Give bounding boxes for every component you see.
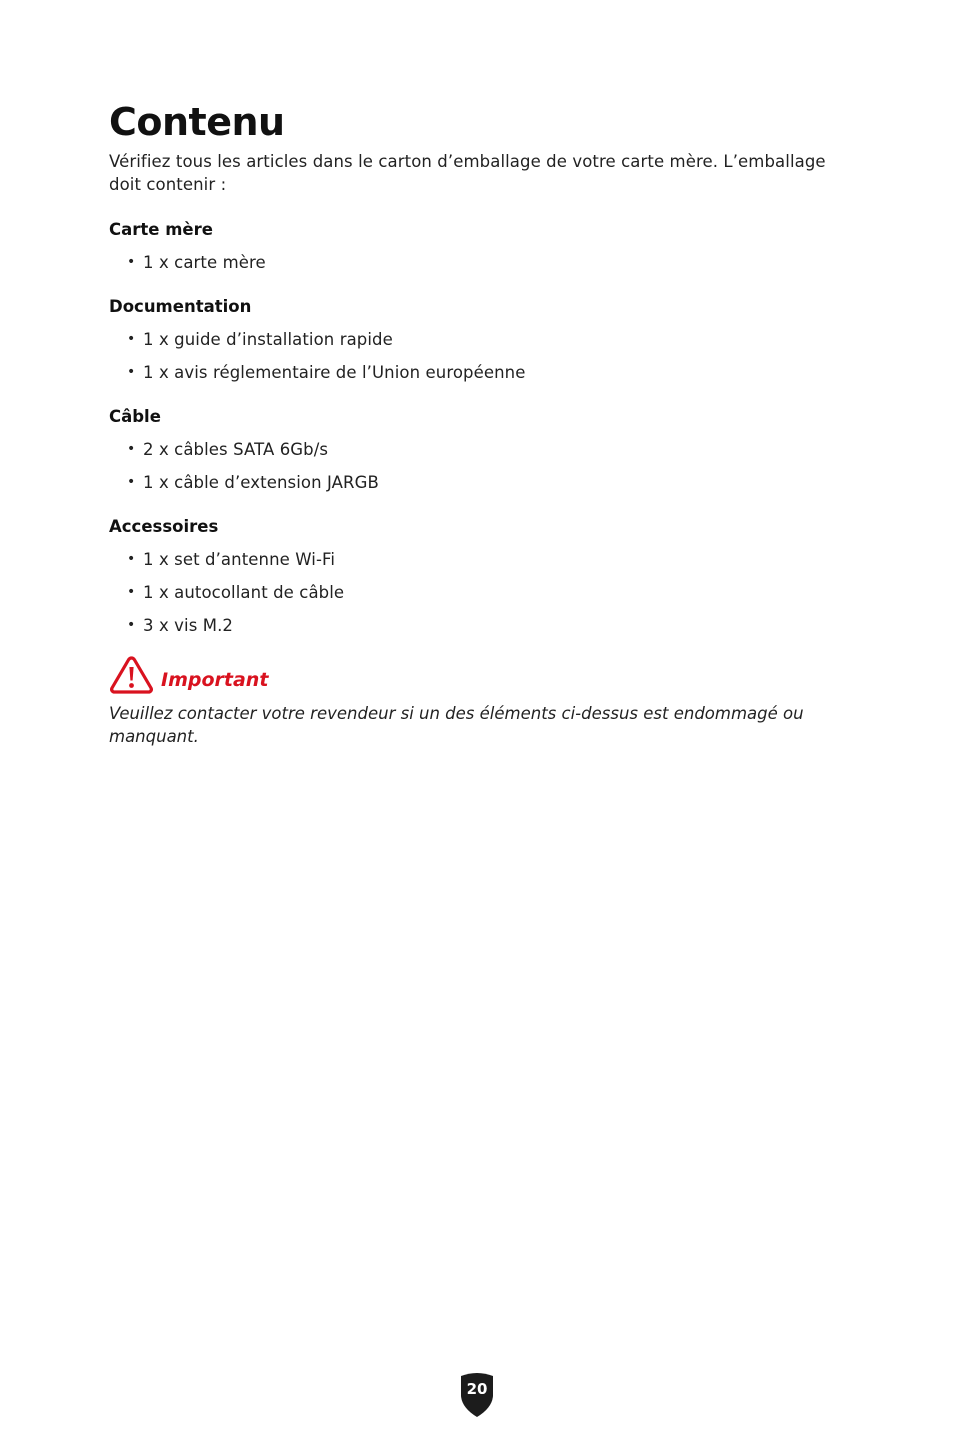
bullet-icon: •	[127, 364, 136, 380]
important-notice-header	[109, 655, 844, 695]
section-title: Carte mère	[109, 220, 213, 239]
bullet-icon: •	[127, 331, 136, 347]
list-item: • 1 x set d’antenne Wi-Fi	[127, 550, 336, 569]
list-item: • 2 x câbles SATA 6Gb/s	[127, 440, 329, 459]
list-item: • 1 x autocollant de câble	[127, 583, 345, 602]
list-item: • 1 x carte mère	[127, 253, 266, 272]
page-number-badge	[458, 1372, 496, 1418]
section-title: Accessoires	[109, 517, 219, 536]
list-item: • 3 x vis M.2	[127, 616, 234, 635]
page-title: Contenu	[109, 100, 285, 144]
item-list	[109, 328, 844, 384]
intro-text: Vérifiez tous les articles dans le carton d’emballage de votre carte mère. L’emballage doit contenir :	[109, 152, 826, 194]
section-title: Documentation	[109, 297, 252, 316]
section-cable	[109, 405, 844, 494]
section-carte-mere	[109, 218, 844, 274]
section-title: Câble	[109, 407, 161, 426]
item-list	[109, 548, 844, 637]
page-content	[109, 96, 844, 748]
important-text: Veuillez contacter votre revendeur si un des éléments ci-dessus est endommagé ou manquant.	[109, 704, 804, 746]
section-accessoires	[109, 515, 844, 637]
list-item: • 1 x guide d’installation rapide	[127, 330, 393, 349]
bullet-icon: •	[127, 474, 136, 490]
warning-icon	[109, 655, 154, 695]
bullet-icon: •	[127, 441, 136, 457]
important-label: Important	[161, 668, 269, 691]
bullet-icon: •	[127, 584, 136, 600]
bullet-icon: •	[127, 551, 136, 567]
item-list	[109, 438, 844, 494]
item-list	[109, 251, 844, 274]
list-item: • 1 x avis réglementaire de l’Union européenne	[127, 363, 526, 382]
section-documentation	[109, 295, 844, 384]
page-number: 20	[466, 1380, 488, 1398]
list-item: • 1 x câble d’extension JARGB	[127, 473, 379, 492]
bullet-icon: •	[127, 617, 136, 633]
bullet-icon: •	[127, 254, 136, 270]
